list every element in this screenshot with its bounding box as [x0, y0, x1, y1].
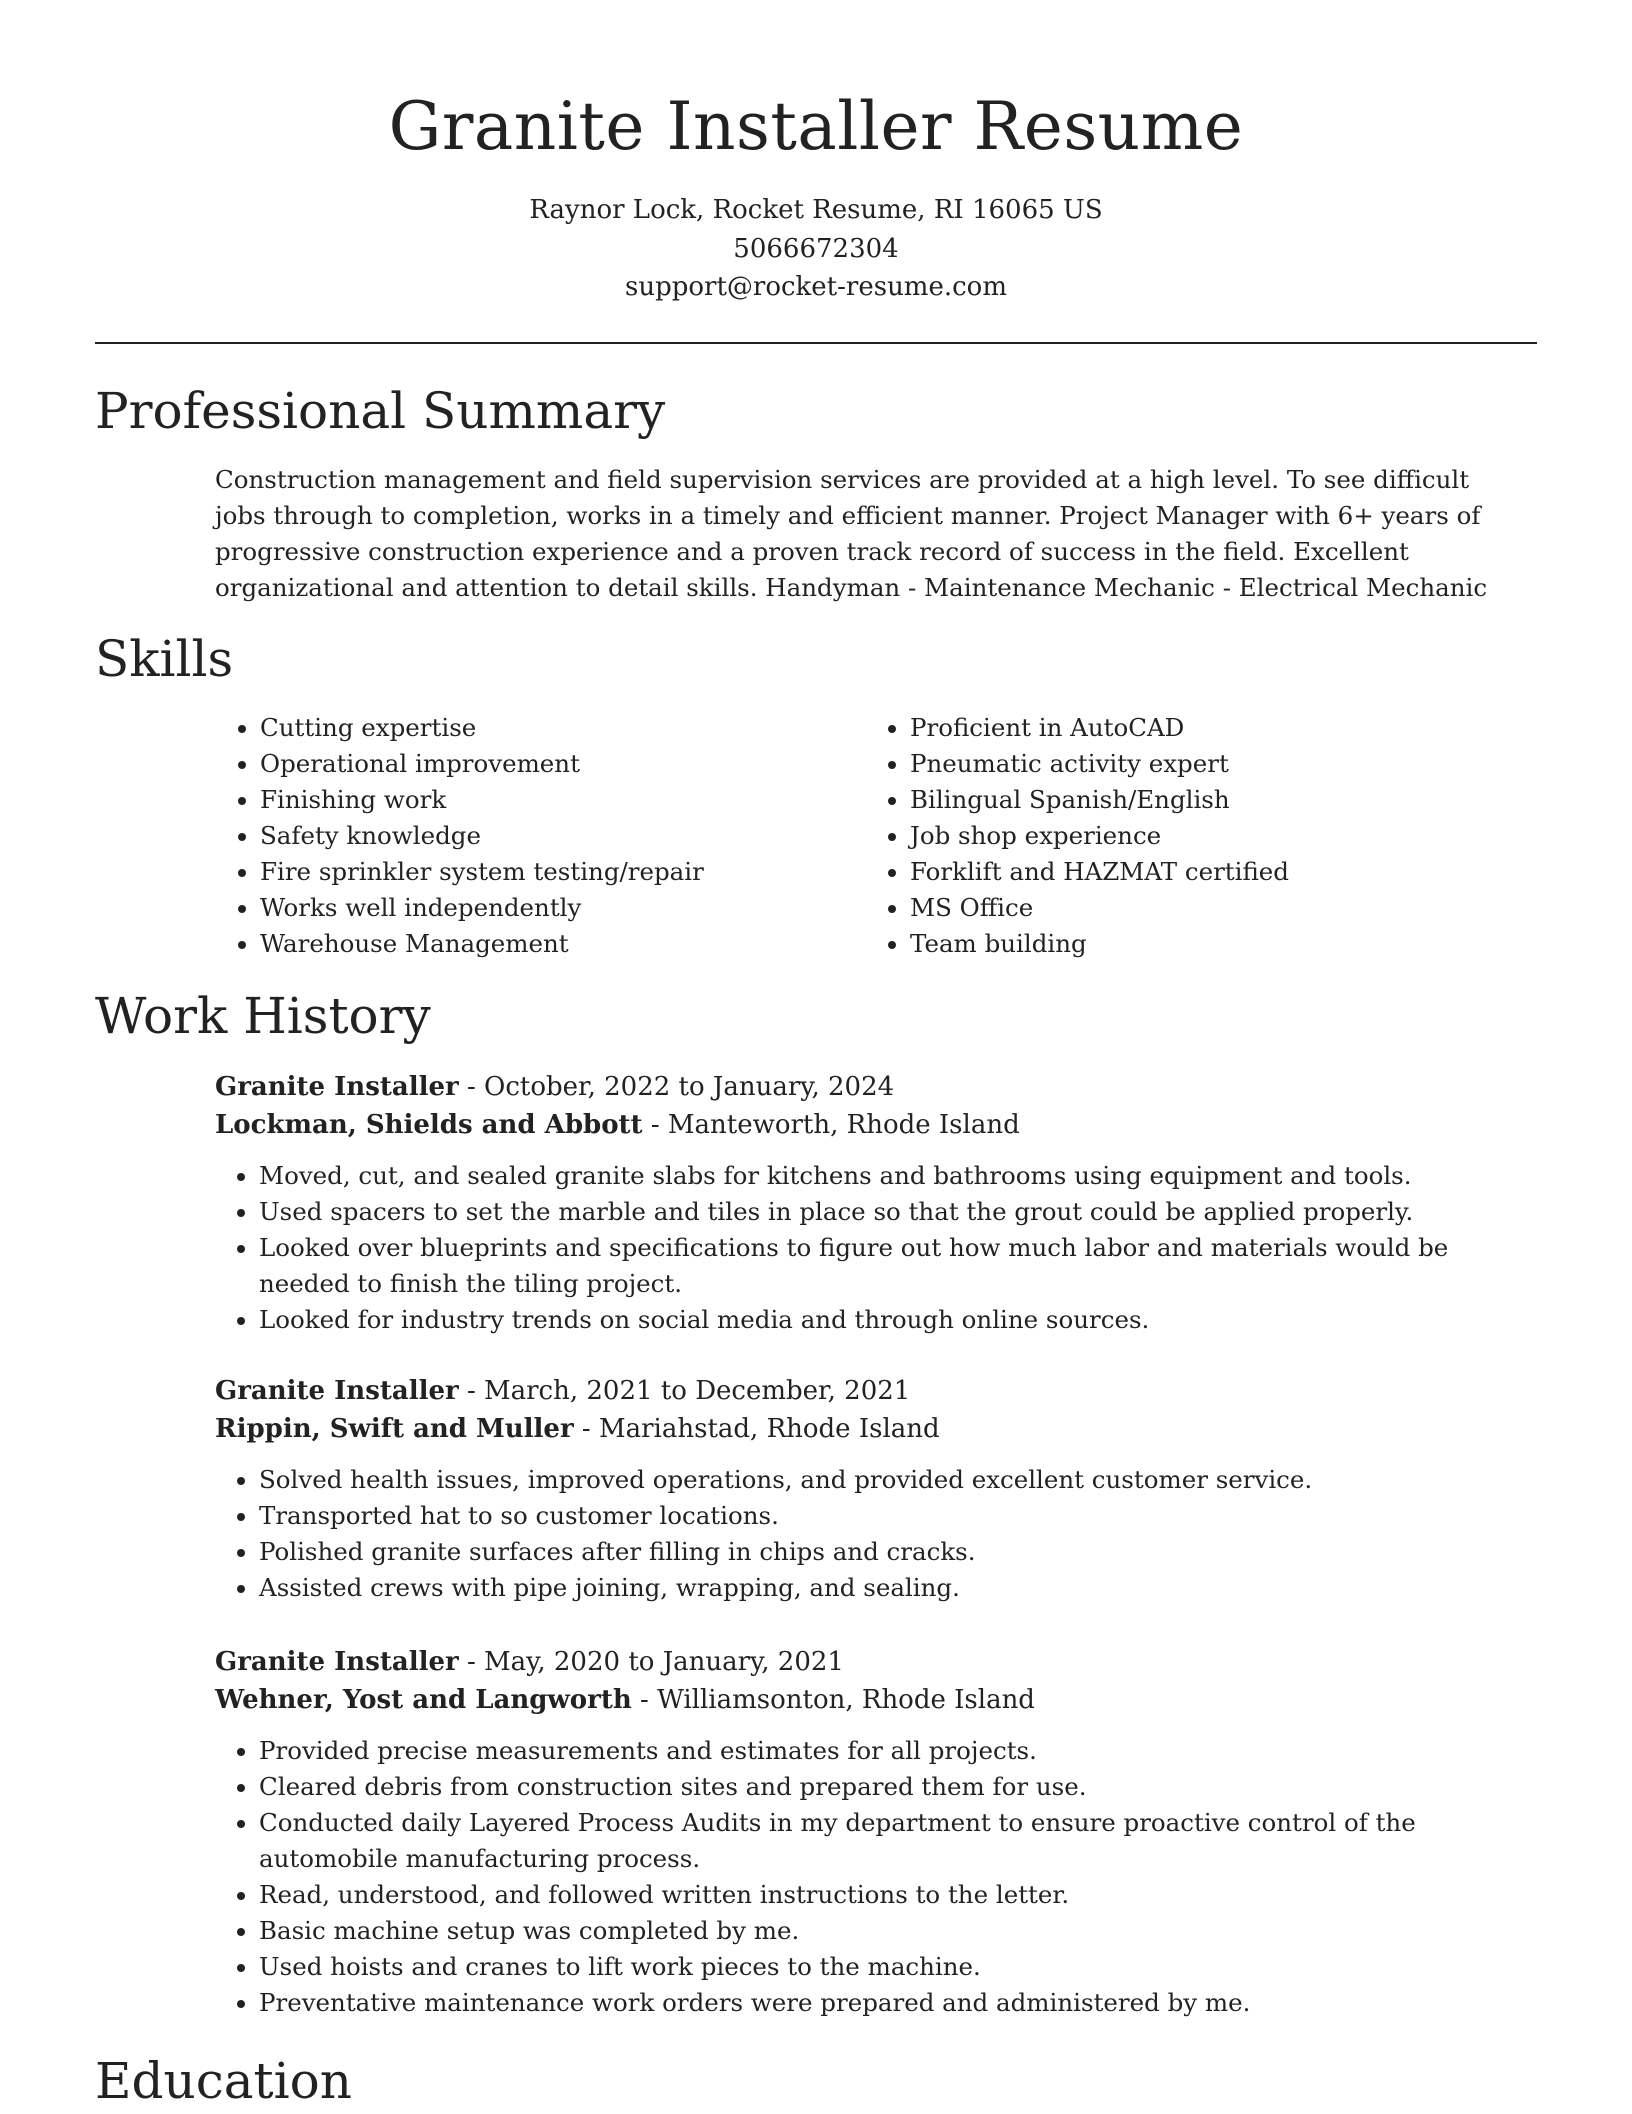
job-bullet: • Assisted crews with pipe joining, wrapping, and sealing. — [259, 1570, 1535, 1606]
job-dates: - October, 2022 to January, 2024 — [458, 1072, 895, 1102]
job-entry — [215, 1068, 1535, 1338]
job-bullet: • Cleared debris from construction sites and prepared them for use. — [259, 1769, 1535, 1805]
skills-heading: Skills — [95, 630, 234, 688]
job-bullet: • Solved health issues, improved operations, and provided excellent customer service. — [259, 1462, 1535, 1498]
skill-item: • Proficient in AutoCAD — [910, 710, 1560, 746]
job-bullets — [215, 1462, 1535, 1606]
job-bullet: • Preventative maintenance work orders were prepared and administered by me. — [259, 1985, 1535, 2021]
job-title-line — [215, 1068, 1535, 1106]
education-heading: Education — [95, 2052, 352, 2110]
job-company: Lockman, Shields and Abbott — [215, 1110, 643, 1140]
job-entry — [215, 1643, 1535, 2021]
work-history-heading: Work History — [95, 987, 431, 1045]
contact-phone: 5066672304 — [733, 234, 899, 264]
contact-address: Raynor Lock, Rocket Resume, RI 16065 US — [529, 195, 1103, 225]
job-location: - Williamsonton, Rhode Island — [631, 1685, 1035, 1715]
job-company-line — [215, 1681, 1535, 1719]
skill-item: • Operational improvement — [260, 746, 880, 782]
skills-list-left — [216, 710, 880, 962]
job-company: Wehner, Yost and Langworth — [215, 1685, 632, 1715]
job-title-line — [215, 1643, 1535, 1681]
summary-text: Construction management and field supervision services are provided at a high level. To see difficult jobs through to completion, works in a timely and efficient manner. Project Manager with 6+ years of progressive construction experience and a proven track record of success in the field. Excellent organizational and attention to detail skills. Handyman - Maintenance Mechanic - Electrical Mechanic — [215, 465, 1488, 602]
job-location: - Manteworth, Rhode Island — [642, 1110, 1020, 1140]
summary-heading: Professional Summary — [95, 382, 666, 440]
skill-item: • Safety knowledge — [260, 818, 880, 854]
skill-item: • Cutting expertise — [260, 710, 880, 746]
job-bullet: • Transported hat to so customer locations. — [259, 1498, 1535, 1534]
job-bullet: • Conducted daily Layered Process Audits in my department to ensure proactive control of the automobile manufacturing process. — [259, 1805, 1535, 1877]
skill-item: • Pneumatic activity expert — [910, 746, 1560, 782]
job-title: Granite Installer — [215, 1072, 459, 1102]
skill-item: • Warehouse Management — [260, 926, 880, 962]
job-location: - Mariahstad, Rhode Island — [573, 1414, 940, 1444]
contact-email: support@rocket-resume.com — [624, 272, 1007, 302]
job-bullet: • Provided precise measurements and estimates for all projects. — [259, 1733, 1535, 1769]
job-bullet: • Looked over blueprints and specifications to figure out how much labor and materials would be needed to finish the tiling project. — [259, 1230, 1535, 1302]
skill-item: • Forklift and HAZMAT certified — [910, 854, 1560, 890]
job-bullet: • Moved, cut, and sealed granite slabs for kitchens and bathrooms using equipment and tools. — [259, 1158, 1535, 1194]
job-company-line — [215, 1410, 1535, 1448]
skill-item: • Works well independently — [260, 890, 880, 926]
job-bullet: • Polished granite surfaces after filling in chips and cracks. — [259, 1534, 1535, 1570]
skill-item: • Job shop experience — [910, 818, 1560, 854]
job-bullet: • Read, understood, and followed written instructions to the letter. — [259, 1877, 1535, 1913]
skill-item: • Finishing work — [260, 782, 880, 818]
job-title: Granite Installer — [215, 1376, 459, 1406]
job-bullets — [215, 1158, 1535, 1338]
job-bullet: • Used hoists and cranes to lift work pieces to the machine. — [259, 1949, 1535, 1985]
job-bullet: • Basic machine setup was completed by me. — [259, 1913, 1535, 1949]
job-title: Granite Installer — [215, 1647, 459, 1677]
job-company-line — [215, 1106, 1535, 1144]
resume-title: Granite Installer Resume — [388, 88, 1244, 165]
header-divider — [95, 342, 1537, 344]
job-title-line — [215, 1372, 1535, 1410]
job-company: Rippin, Swift and Muller — [215, 1414, 574, 1444]
job-entry — [215, 1372, 1535, 1606]
job-bullet: • Used spacers to set the marble and tiles in place so that the grout could be applied properly. — [259, 1194, 1535, 1230]
job-bullets — [215, 1733, 1535, 2021]
job-dates: - March, 2021 to December, 2021 — [458, 1376, 911, 1406]
skill-item: • Bilingual Spanish/English — [910, 782, 1560, 818]
skill-item: • Fire sprinkler system testing/repair — [260, 854, 880, 890]
job-dates: - May, 2020 to January, 2021 — [458, 1647, 844, 1677]
skill-item: • Team building — [910, 926, 1560, 962]
skills-list-right — [866, 710, 1560, 962]
skill-item: • MS Office — [910, 890, 1560, 926]
job-bullet: • Looked for industry trends on social media and through online sources. — [259, 1302, 1535, 1338]
